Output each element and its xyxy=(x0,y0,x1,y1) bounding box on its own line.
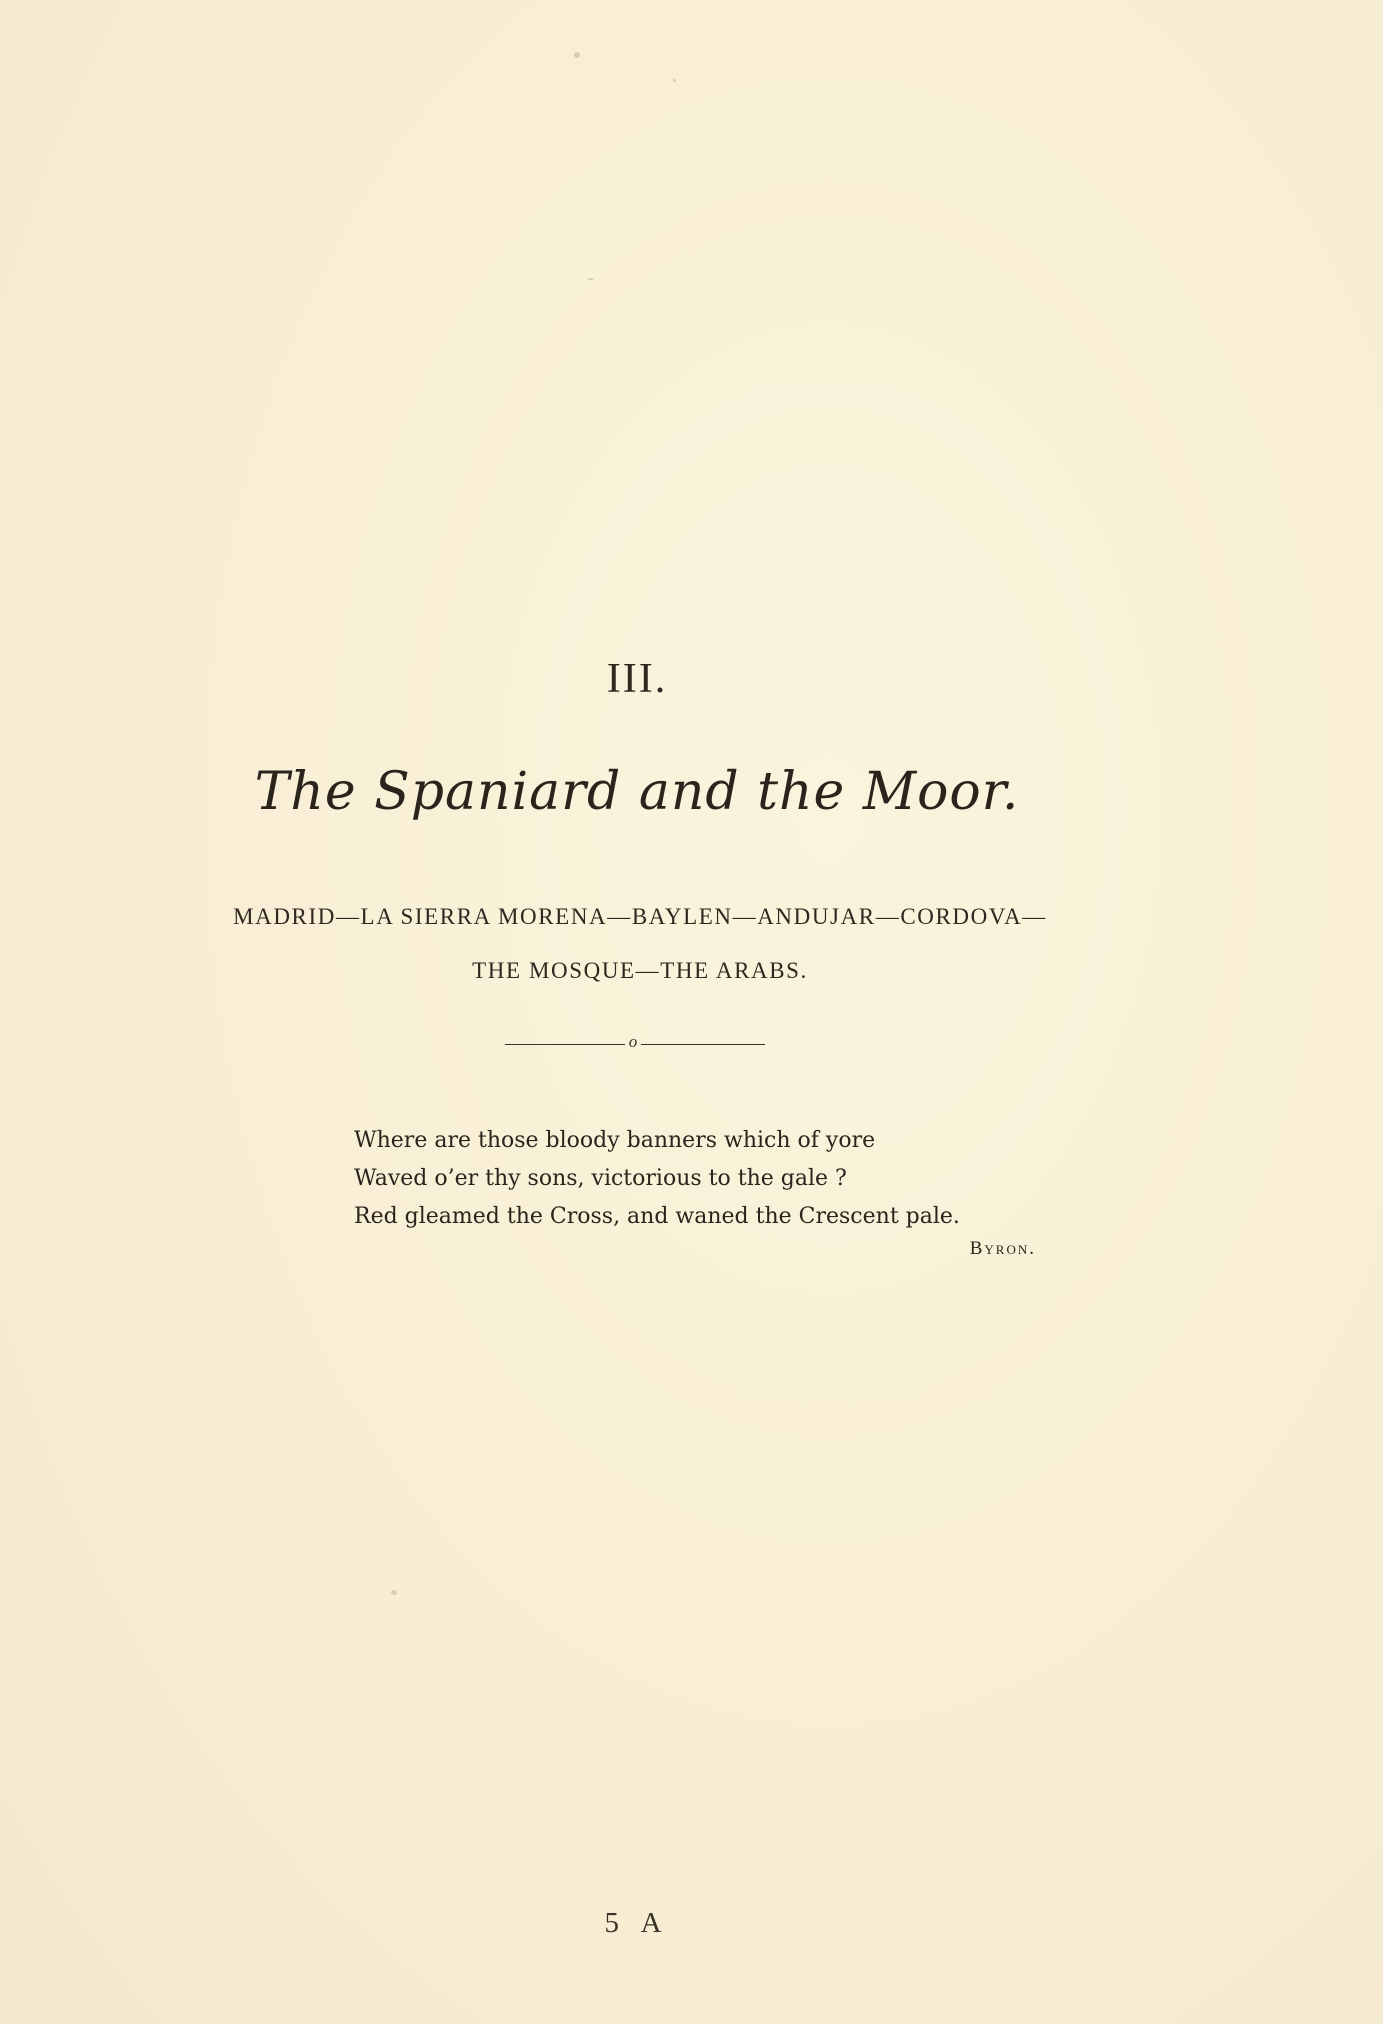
page-signature: 5 A xyxy=(604,1907,670,1939)
epigraph-attribution: Byron. xyxy=(969,1238,1036,1259)
paper-speck xyxy=(673,79,676,82)
paper-speck xyxy=(588,278,594,280)
divider-mark: o xyxy=(628,1032,638,1051)
chapter-number: III. xyxy=(606,656,668,702)
epigraph-verse: Where are those bloody banners which of yore xyxy=(354,1128,876,1153)
contents-line: THE MOSQUE—THE ARABS. xyxy=(472,958,808,983)
divider-rule xyxy=(505,1044,625,1045)
paper-speck xyxy=(574,52,580,58)
contents-line: MADRID—LA SIERRA MORENA—BAYLEN—ANDUJAR—CORDOVA— xyxy=(233,904,1047,929)
ornamental-divider xyxy=(505,1032,765,1055)
epigraph xyxy=(354,1122,1054,1236)
paper-speck xyxy=(391,1590,397,1595)
epigraph-verse: Waved o’er thy sons, victorious to the gale ? xyxy=(354,1166,847,1191)
chapter-title: The Spaniard and the Moor. xyxy=(254,762,1020,822)
chapter-contents xyxy=(90,890,1190,998)
epigraph-verse: Red gleamed the Cross, and waned the Crescent pale. xyxy=(354,1204,960,1229)
divider-rule xyxy=(641,1044,765,1045)
